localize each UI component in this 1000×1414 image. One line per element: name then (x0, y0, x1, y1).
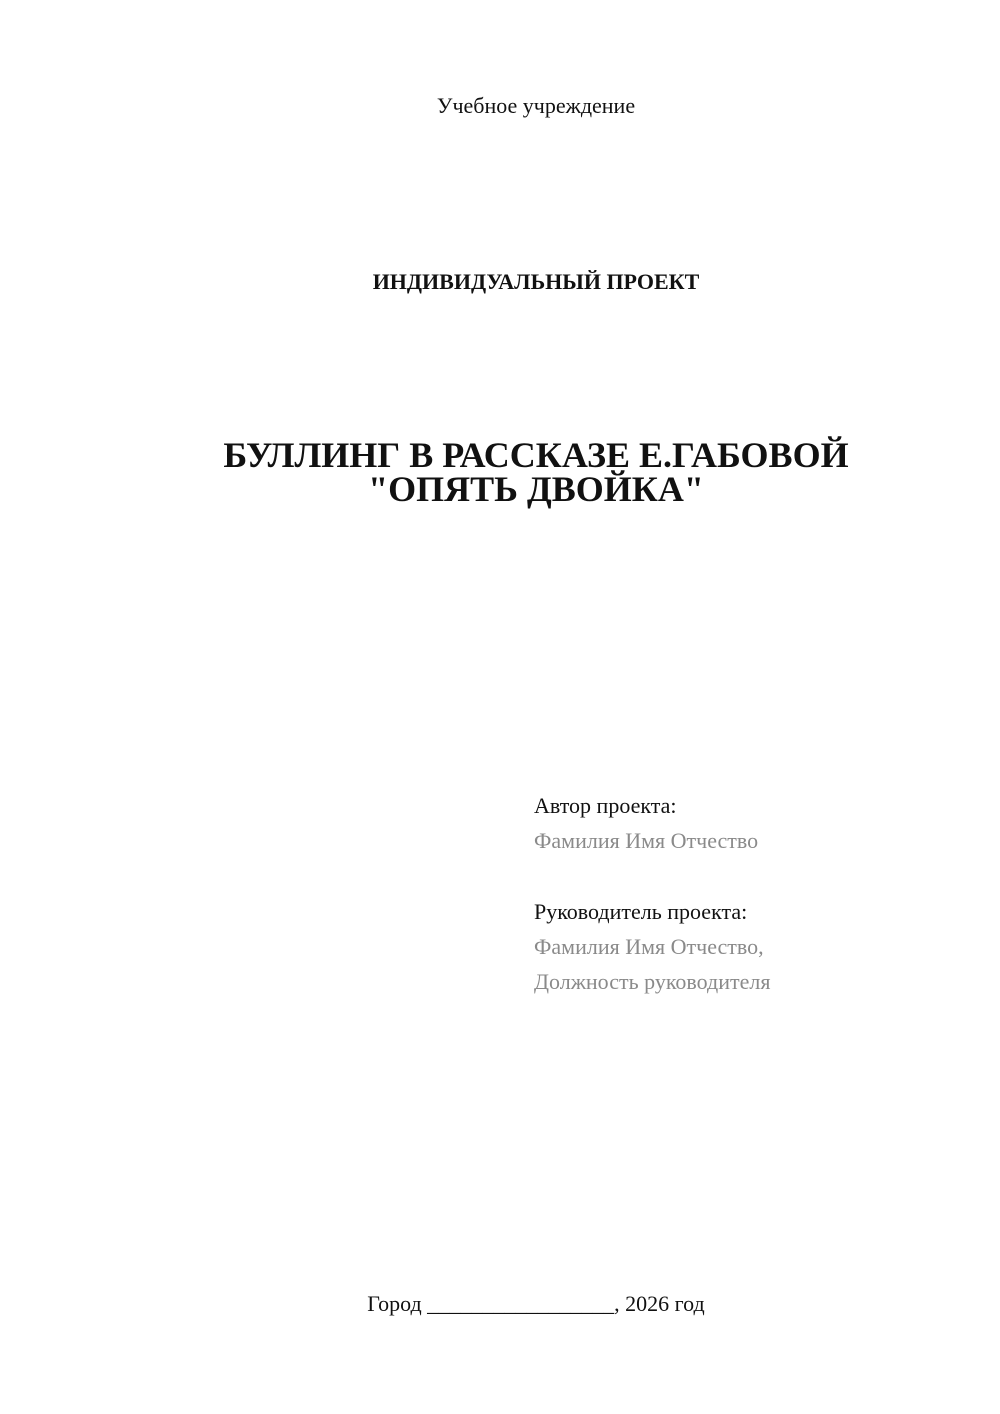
project-title-line-1: БУЛЛИНГ В РАССКАЗЕ Е.ГАБОВОЙ (223, 435, 849, 475)
supervisor-name: Фамилия Имя Отчество, (534, 934, 764, 959)
institution-name: Учебное учреждение (436, 93, 636, 118)
project-title (0, 435, 1000, 509)
supervisor-position: Должность руководителя (534, 969, 771, 994)
author-label: Автор проекта: (534, 793, 677, 818)
credits-spacer (534, 858, 974, 894)
document-type: ИНДИВИДУАЛЬНЫЙ ПРОЕКТ (372, 269, 700, 294)
author-name: Фамилия Имя Отчество (534, 828, 759, 853)
project-title-line-2: "ОПЯТЬ ДВОЙКА" (368, 469, 704, 509)
city-year-line: Город _________________, 2026 год (367, 1291, 705, 1316)
supervisor-label: Руководитель проекта: (534, 899, 748, 924)
credits-block (534, 788, 974, 999)
